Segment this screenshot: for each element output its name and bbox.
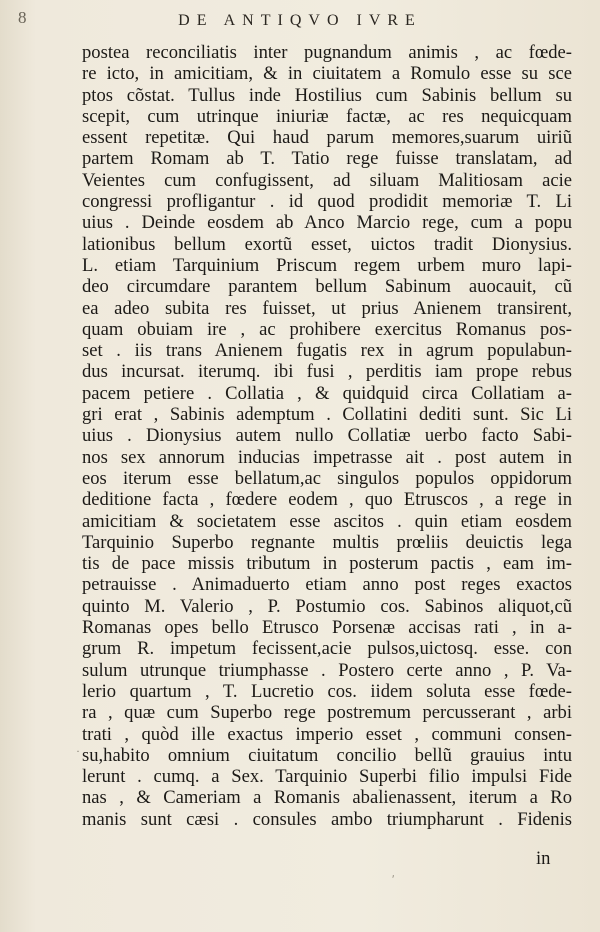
text-line: trati , quòd ille exactus imperio esset , communi consen-: [82, 723, 572, 745]
text-line: postea reconciliatis inter pugnandum animis , ac fœde-: [82, 42, 572, 63]
text-line: Tarquinio Superbo regnante multis prœliis deuictis lega: [82, 531, 572, 553]
text-line: Romanas opes bello Etrusco Porsenæ accisas rati , in a-: [82, 617, 572, 639]
text-line: tis de pace missis tributum in posterum pactis , eam im-: [82, 553, 572, 575]
text-line: pacem petiere . Collatia , & quidquid circa Collatiam a-: [82, 382, 572, 404]
text-line: lerio quartum , T. Lucretio cos. iidem soluta esse fœde-: [82, 680, 572, 702]
text-line: su,habito omnium ciuitatum concilio bellũ grauius intu: [82, 744, 572, 766]
text-line: essent repetitæ. Qui haud parum memores,suarum uiriũ: [82, 127, 572, 149]
text-line: ea adeo subita res fuisset, ut prius Anienem transirent,: [82, 297, 572, 319]
text-line: dus incursat. iterumq. ibi fusi , perditis iam prope rebus: [82, 361, 572, 383]
ink-speck-mark: ʹ: [392, 872, 395, 886]
text-line: lationibus bellum exortũ esset, uictos tradit Dionysius.: [82, 233, 572, 255]
text-line: quam obuiam ire , ac prohibere exercitus Romanus pos-: [82, 318, 572, 340]
text-line: ra , quæ cum Superbo rege postremum percusserant , arbi: [82, 702, 572, 724]
text-line: uius . Deinde eosdem ab Anco Marcio rege, cum a popu: [82, 212, 572, 234]
text-line: manis sunt cæsi . consules ambo triumpharunt . Fidenis: [82, 808, 572, 830]
ink-speck-mark: ·: [76, 744, 80, 758]
text-line: amicitiam & societatem esse ascitos . quin etiam eosdem: [82, 510, 572, 532]
text-line: petrauisse . Animaduerto etiam anno post reges exactos: [82, 574, 572, 596]
text-line: ptos cõstat. Tullus inde Hostilius cum Sabinis bellum su: [82, 84, 572, 106]
text-line: deditione facta , fœdere eodem , quo Etruscos , a rege in: [82, 489, 572, 511]
text-line: scepit, cum utrinque iniuriæ factæ, ac res nequicquam: [82, 105, 572, 127]
text-line: partem Romam ab T. Tatio rege fuisse translatam, ad: [82, 148, 572, 170]
text-line: set . iis trans Anienem fugatis rex in agrum populabun-: [82, 340, 572, 362]
body-text: [82, 42, 572, 830]
text-line: lerunt . cumq. a Sex. Tarquinio Superbi filio impulsi Fide: [82, 766, 572, 788]
text-line: nos sex annorum inducias impetrasse ait . post autem in: [82, 446, 572, 468]
text-line: uius . Dionysius autem nullo Collatiæ uerbo facto Sabi-: [82, 425, 572, 447]
text-line: deo circumdare parantem bellum Sabinum auocauit, cũ: [82, 276, 572, 298]
text-line: eos iterum esse bellatum,ac singulos populos oppidorum: [82, 467, 572, 489]
text-line: sulum utrunque triumphasse . Postero certe anno , P. Va-: [82, 659, 572, 681]
text-line: nas , & Cameriam a Romanis abalienassent, iterum a Ro: [82, 787, 572, 809]
page-number: 8: [18, 8, 27, 27]
text-line: quinto M. Valerio , P. Postumio cos. Sabinos aliquot,cũ: [82, 595, 572, 617]
text-line: re icto, in amicitiam, & in ciuitatem a Romulo esse su sce: [82, 63, 572, 85]
text-line: gri erat , Sabinis ademptum . Collatini dediti sunt. Sic Li: [82, 404, 572, 426]
text-line: Veientes cum confugissent, ad siluam Malitiosam acie: [82, 169, 572, 191]
text-line: L. etiam Tarquinium Priscum regem urbem muro lapi-: [82, 254, 572, 276]
text-line: congressi profligantur . id quod prodidit memoriæ T. Li: [82, 191, 572, 213]
running-head: DE ANTIQVO IVRE: [178, 12, 422, 29]
catchword: in: [536, 848, 551, 869]
text-line: grum R. impetum fecissent,acie pulsos,uictosq. esse. con: [82, 638, 572, 660]
